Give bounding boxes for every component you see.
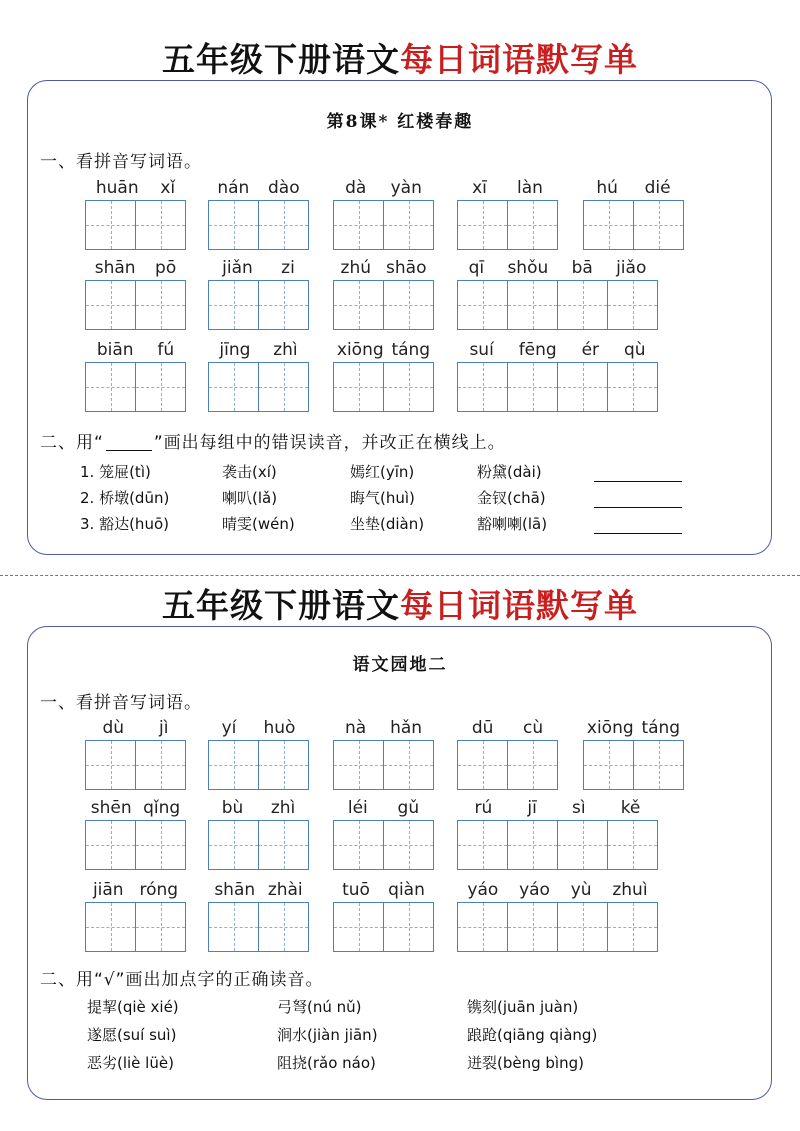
tianzige-cell[interactable] [608, 280, 658, 330]
tianzige-cell[interactable] [608, 362, 658, 412]
pinyin-syllable: róng [139, 880, 179, 900]
writing-box[interactable] [457, 362, 658, 412]
pinyin-item [85, 718, 186, 792]
pinyin-syllable: jī [527, 798, 537, 818]
pinyin-label [208, 880, 309, 900]
pinyin-syllable: pō [155, 258, 177, 278]
pinyin-syllable: léi [347, 798, 368, 818]
writing-box[interactable] [208, 902, 309, 952]
pinyin-syllable: suí [469, 340, 494, 360]
question-item: 提挈(qiè xié) [87, 998, 179, 1016]
pinyin-label [208, 178, 309, 198]
pinyin-syllable: shān [214, 880, 256, 900]
question-item: 坐垫(diàn) [350, 515, 425, 533]
question-item: 3. 豁达(huō) [80, 515, 169, 533]
tianzige-cell[interactable] [508, 362, 558, 412]
pinyin-syllable: kě [620, 798, 641, 818]
pinyin-label [208, 340, 309, 360]
pinyin-item [457, 258, 658, 332]
question-item: 晦气(huì) [350, 489, 415, 507]
tianzige-cell[interactable] [608, 902, 658, 952]
tianzige-cell[interactable] [86, 902, 136, 952]
tianzige-cell[interactable] [558, 362, 608, 412]
writing-box[interactable] [208, 820, 309, 870]
writing-box[interactable] [333, 280, 434, 330]
writing-box[interactable] [208, 362, 309, 412]
tianzige-cell[interactable] [86, 820, 136, 870]
pinyin-item [457, 718, 558, 792]
sheet2-lesson-title: 语文园地二 [352, 655, 448, 675]
pinyin-label [85, 718, 186, 738]
writing-box[interactable] [85, 740, 186, 790]
pinyin-label [333, 178, 434, 198]
pinyin-syllable: zhì [273, 340, 298, 360]
tianzige-cell[interactable] [334, 820, 384, 870]
pinyin-syllable: jīng [219, 340, 251, 360]
tianzige-cell[interactable] [334, 362, 384, 412]
pinyin-item [85, 178, 186, 252]
writing-box[interactable] [457, 200, 558, 250]
question-item: 喇叭(lǎ) [222, 489, 278, 507]
writing-box[interactable] [85, 902, 186, 952]
pinyin-syllable: dū [471, 718, 494, 738]
pinyin-label [208, 718, 309, 738]
answer-line[interactable] [594, 533, 682, 534]
pinyin-syllable: xǐ [160, 178, 176, 198]
tianzige-cell[interactable] [384, 200, 434, 250]
tianzige-cell[interactable] [384, 280, 434, 330]
tianzige-cell[interactable] [634, 740, 684, 790]
writing-box[interactable] [333, 200, 434, 250]
tianzige-cell[interactable] [458, 902, 508, 952]
pinyin-syllable: jiǎn [222, 258, 253, 278]
question-item: 阻挠(rǎo náo) [277, 1054, 376, 1072]
pinyin-label [85, 340, 186, 360]
pinyin-item [457, 798, 658, 872]
tianzige-cell[interactable] [86, 200, 136, 250]
tianzige-cell[interactable] [136, 820, 186, 870]
pinyin-syllable: rú [474, 798, 493, 818]
question-item: 金钗(chā) [477, 489, 546, 507]
tianzige-cell[interactable] [259, 362, 309, 412]
pinyin-syllable: tuō [342, 880, 370, 900]
sheet2-section2-heading: 二、用“√”画出加点字的正确读音。 [40, 970, 324, 990]
pinyin-item [208, 798, 309, 872]
pinyin-label [457, 258, 658, 278]
pinyin-label [333, 340, 434, 360]
question-item: 镌刻(juān juàn) [467, 998, 579, 1016]
section-divider [0, 575, 800, 576]
question-item: 1. 笼屉(tì) [80, 463, 151, 481]
tianzige-cell[interactable] [558, 280, 608, 330]
writing-box[interactable] [457, 740, 558, 790]
answer-line[interactable] [594, 481, 682, 482]
pinyin-syllable: cù [523, 718, 544, 738]
pinyin-syllable: fēng [518, 340, 557, 360]
pinyin-syllable: zhú [340, 258, 371, 278]
question-item: 迸裂(bèng bìng) [467, 1054, 584, 1072]
pinyin-syllable: jiān [92, 880, 124, 900]
writing-box[interactable] [333, 362, 434, 412]
pinyin-item [333, 798, 434, 872]
tianzige-cell[interactable] [634, 200, 684, 250]
pinyin-syllable: nán [217, 178, 250, 198]
pinyin-item [457, 178, 558, 252]
pinyin-label [85, 258, 186, 278]
pinyin-syllable: dù [102, 718, 125, 738]
tianzige-cell[interactable] [209, 280, 259, 330]
tianzige-cell[interactable] [384, 902, 434, 952]
pinyin-label [85, 798, 186, 818]
pinyin-label [457, 340, 658, 360]
pinyin-label [208, 258, 309, 278]
pinyin-syllable: bù [221, 798, 244, 818]
sheet2-section1-heading: 一、看拼音写词语。 [40, 693, 202, 713]
pinyin-item [208, 258, 309, 332]
question-item: 2. 桥墩(dūn) [80, 489, 170, 507]
tianzige-cell[interactable] [384, 740, 434, 790]
question-item: 豁喇喇(lā) [477, 515, 548, 533]
tianzige-cell[interactable] [508, 820, 558, 870]
pinyin-syllable: xī [472, 178, 487, 198]
question-item: 恶劣(liè lüè) [87, 1054, 174, 1072]
question-item: 粉黛(dài) [477, 463, 542, 481]
pinyin-label [457, 798, 658, 818]
tianzige-cell[interactable] [334, 740, 384, 790]
pinyin-item [85, 880, 186, 954]
pinyin-syllable: yáo [467, 880, 499, 900]
tianzige-cell[interactable] [584, 740, 634, 790]
pinyin-syllable: yáo [519, 880, 550, 900]
pinyin-syllable: qǐng [143, 798, 181, 818]
pinyin-item [208, 880, 309, 954]
sheet2-title: 五年级下册语文每日词语默写单 [162, 586, 638, 625]
writing-box[interactable] [85, 820, 186, 870]
pinyin-item [208, 178, 309, 252]
pinyin-syllable: zhài [267, 880, 303, 900]
pinyin-item [85, 340, 186, 414]
tianzige-cell[interactable] [558, 820, 608, 870]
writing-box[interactable] [457, 820, 658, 870]
tianzige-cell[interactable] [209, 200, 259, 250]
tianzige-cell[interactable] [259, 280, 309, 330]
tianzige-cell[interactable] [209, 362, 259, 412]
pinyin-item [333, 880, 434, 954]
pinyin-label [85, 178, 186, 198]
pinyin-syllable: qī [468, 258, 485, 278]
pinyin-item [583, 718, 684, 792]
pinyin-label [457, 178, 558, 198]
tianzige-cell[interactable] [209, 740, 259, 790]
pinyin-syllable: yàn [390, 178, 422, 198]
writing-box[interactable] [583, 200, 684, 250]
question-item: 踉跄(qiāng qiàng) [467, 1026, 598, 1044]
question-item: 涧水(jiàn jiān) [277, 1026, 378, 1044]
pinyin-syllable: zhuì [612, 880, 648, 900]
pinyin-syllable: jiǎo [616, 258, 647, 278]
underline-sample [106, 436, 152, 451]
pinyin-syllable: huò [263, 718, 296, 738]
tianzige-cell[interactable] [458, 200, 508, 250]
pinyin-syllable: ér [581, 340, 600, 360]
tianzige-cell[interactable] [209, 820, 259, 870]
pinyin-syllable: shān [94, 258, 136, 278]
tianzige-cell[interactable] [136, 362, 186, 412]
writing-box[interactable] [333, 740, 434, 790]
tianzige-cell[interactable] [209, 902, 259, 952]
pinyin-syllable: bā [571, 258, 593, 278]
pinyin-syllable: jì [159, 718, 169, 738]
tianzige-cell[interactable] [259, 740, 309, 790]
pinyin-item [457, 340, 658, 414]
pinyin-syllable: zi [281, 258, 295, 278]
pinyin-syllable: xiōng [586, 718, 634, 738]
pinyin-item [85, 258, 186, 332]
pinyin-item [208, 340, 309, 414]
pinyin-item [333, 178, 434, 252]
answer-line[interactable] [594, 507, 682, 508]
pinyin-item [333, 258, 434, 332]
tianzige-cell[interactable] [86, 740, 136, 790]
question-item: 晴雯(wén) [222, 515, 295, 533]
writing-box[interactable] [583, 740, 684, 790]
tianzige-cell[interactable] [334, 200, 384, 250]
pinyin-syllable: dà [345, 178, 367, 198]
pinyin-item [333, 718, 434, 792]
tianzige-cell[interactable] [136, 740, 186, 790]
pinyin-label [583, 718, 684, 738]
question-item: 弓弩(nú nǔ) [277, 998, 362, 1016]
pinyin-item [208, 718, 309, 792]
tianzige-cell[interactable] [384, 362, 434, 412]
question-item: 嫣红(yīn) [350, 463, 415, 481]
tianzige-cell[interactable] [584, 200, 634, 250]
pinyin-syllable: xiōng [336, 340, 384, 360]
sheet1-section1-heading: 一、看拼音写词语。 [40, 152, 202, 172]
pinyin-item [583, 178, 684, 252]
tianzige-cell[interactable] [259, 902, 309, 952]
tianzige-cell[interactable] [86, 362, 136, 412]
pinyin-item [333, 340, 434, 414]
pinyin-syllable: qiàn [388, 880, 425, 900]
pinyin-syllable: hú [596, 178, 618, 198]
pinyin-syllable: gǔ [397, 798, 420, 818]
writing-box[interactable] [333, 820, 434, 870]
tianzige-cell[interactable] [458, 362, 508, 412]
pinyin-syllable: sì [571, 798, 586, 818]
pinyin-syllable: dào [268, 178, 300, 198]
pinyin-syllable: yí [221, 718, 237, 738]
tianzige-cell[interactable] [458, 820, 508, 870]
pinyin-syllable: shēn [90, 798, 132, 818]
tianzige-cell[interactable] [136, 902, 186, 952]
pinyin-item [457, 880, 658, 954]
pinyin-label [333, 798, 434, 818]
pinyin-label [333, 718, 434, 738]
pinyin-syllable: nà [344, 718, 367, 738]
pinyin-syllable: yù [570, 880, 592, 900]
tianzige-cell[interactable] [458, 740, 508, 790]
writing-box[interactable] [208, 280, 309, 330]
tianzige-cell[interactable] [259, 820, 309, 870]
pinyin-label [85, 880, 186, 900]
pinyin-syllable: dié [644, 178, 671, 198]
pinyin-syllable: qù [623, 340, 646, 360]
sheet1-title: 五年级下册语文每日词语默写单 [162, 40, 638, 79]
tianzige-cell[interactable] [384, 820, 434, 870]
tianzige-cell[interactable] [508, 200, 558, 250]
writing-box[interactable] [457, 280, 658, 330]
pinyin-syllable: fú [157, 340, 175, 360]
pinyin-syllable: táng [641, 718, 681, 738]
pinyin-label [583, 178, 684, 198]
writing-box[interactable] [333, 902, 434, 952]
tianzige-cell[interactable] [608, 820, 658, 870]
sheet1-section2-heading: 二、用“ ”画出每组中的错误读音，并改正在横线上。 [40, 433, 506, 453]
writing-box[interactable] [85, 200, 186, 250]
pinyin-label [333, 880, 434, 900]
pinyin-syllable: biān [96, 340, 134, 360]
tianzige-cell[interactable] [86, 280, 136, 330]
pinyin-syllable: huān [95, 178, 139, 198]
pinyin-syllable: shǒu [507, 258, 549, 278]
question-item: 遂愿(suí suì) [87, 1026, 177, 1044]
tianzige-cell[interactable] [508, 902, 558, 952]
tianzige-cell[interactable] [558, 902, 608, 952]
tianzige-cell[interactable] [259, 200, 309, 250]
pinyin-syllable: hǎn [390, 718, 423, 738]
writing-box[interactable] [85, 280, 186, 330]
tianzige-cell[interactable] [508, 740, 558, 790]
pinyin-item [85, 798, 186, 872]
writing-box[interactable] [208, 740, 309, 790]
pinyin-syllable: làn [517, 178, 543, 198]
pinyin-label [457, 718, 558, 738]
sheet1-lesson-title: 第8课* 红楼春趣 [326, 112, 474, 132]
writing-box[interactable] [85, 362, 186, 412]
writing-box[interactable] [208, 200, 309, 250]
tianzige-cell[interactable] [334, 280, 384, 330]
tianzige-cell[interactable] [136, 280, 186, 330]
pinyin-label [208, 798, 309, 818]
tianzige-cell[interactable] [508, 280, 558, 330]
pinyin-syllable: shāo [386, 258, 427, 278]
tianzige-cell[interactable] [334, 902, 384, 952]
pinyin-label [333, 258, 434, 278]
tianzige-cell[interactable] [458, 280, 508, 330]
tianzige-cell[interactable] [136, 200, 186, 250]
pinyin-label [457, 880, 658, 900]
question-item: 袭击(xí) [222, 463, 277, 481]
pinyin-syllable: zhì [270, 798, 296, 818]
pinyin-syllable: táng [391, 340, 431, 360]
writing-box[interactable] [457, 902, 658, 952]
